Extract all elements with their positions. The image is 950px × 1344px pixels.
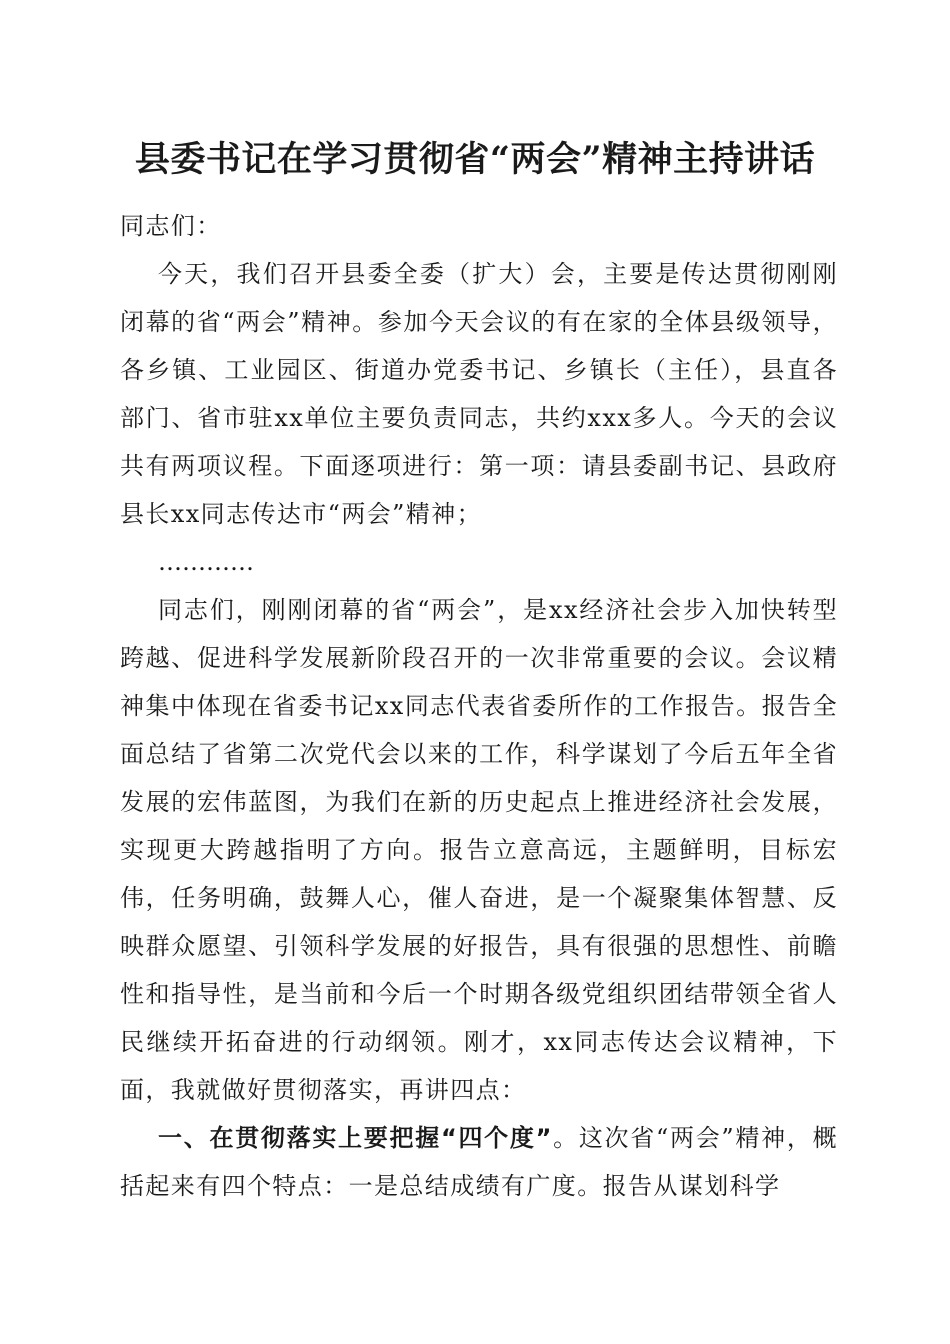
section-1-heading: 一、在贯彻落实上要把握“四个度” — [158, 1124, 553, 1152]
ellipsis-line: ………… — [158, 548, 254, 576]
paragraph-opening: 今天，我们召开县委全委（扩大）会，主要是传达贯彻刚刚闭幕的省“两会”精神。参加今天会议的有在家的全体县级领导，各乡镇、工业园区、街道办党委书记、乡镇长（主任），县直各部门、省市驻xx单位主要负责同志，共约xxx多人。今天的会议共有两项议程。下面逐项进行：第一项：请县委副书记、县政府县长xx同志传达市“两会”精神； — [120, 260, 838, 528]
document-body — [120, 202, 838, 1210]
document-title: 县委书记在学习贯彻省“两会”精神主持讲话 — [134, 139, 816, 180]
salutation: 同志们： — [120, 212, 222, 240]
paragraph-main: 同志们，刚刚闭幕的省“两会”，是xx经济社会步入加快转型跨越、促进科学发展新阶段召开的一次非常重要的会议。会议精神集中体现在省委书记xx同志代表省委所作的工作报告。报告全面总结了省第二次党代会以来的工作，科学谋划了今后五年全省发展的宏伟蓝图，为我们在新的历史起点上推进经济社会发展，实现更大跨越指明了方向。报告立意高远，主题鲜明，目标宏伟，任务明确，鼓舞人心，催人奋进，是一个凝聚集体智慧、反映群众愿望、引领科学发展的好报告，具有很强的思想性、前瞻性和指导性，是当前和今后一个时期各级党组织团结带领全省人民继续开拓奋进的行动纲领。刚才，xx同志传达会议精神，下面，我就做好贯彻落实，再讲四点： — [120, 596, 838, 1104]
paragraph-section-1 — [120, 1114, 838, 1210]
section-1-text: 。这次省“两会”精神，概括起来有四个特点：一是总结成绩有广度。报告从谋划科学 — [120, 1124, 838, 1200]
